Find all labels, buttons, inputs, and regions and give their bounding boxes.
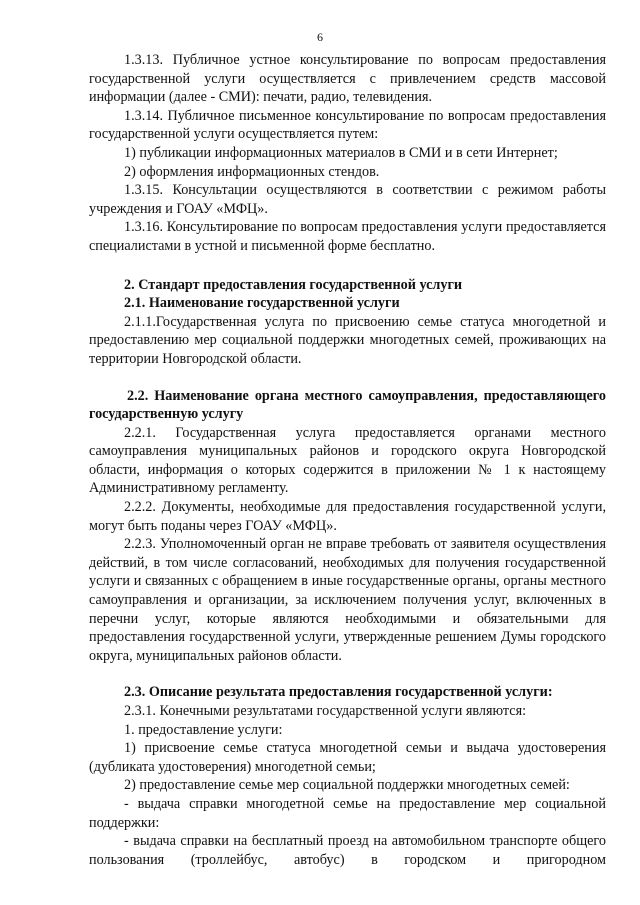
paragraph-2-3-1: 2.3.1. Конечными результатами государственной услуги являются: (124, 703, 527, 719)
paragraph-2-1-1: 2.1.1.Государственная услуга по присвоению семье статуса многодетной и предоставлению мер социальной поддержки многодетных семей, проживающих на территории Новгородской области. (89, 313, 606, 367)
paragraph-1-3-15: 1.3.15. Консультации осуществляются в соответствии с режимом работы учреждения и ГОАУ «МФЦ». (89, 182, 606, 217)
spacer (89, 665, 606, 683)
paragraph-1-3-13: 1.3.13. Публичное устное консультирование по вопросам предоставления государственной услуги осуществляется с привлечением средств массовой информации (далее - СМИ): печати, радио, телевидения. (89, 52, 606, 106)
paragraph-1-3-14: 1.3.14. Публичное письменное консультирование по вопросам предоставления государственной услуги осуществляется путем: (89, 107, 606, 143)
result-dash-item-1: - выдача справки многодетной семье на предоставление мер социальной поддержки: (89, 795, 606, 831)
spacer (89, 256, 606, 276)
section-heading-2: 2. Стандарт предоставления государственной услуги (124, 276, 463, 293)
list-item-1: 1) публикации информационных материалов в СМИ и в сети Интернет; (124, 144, 558, 161)
page-number: 6 (317, 30, 323, 44)
paragraph-2-2-1: 2.2.1. Государственная услуга предоставляется органами местного самоуправления муниципальных районов и городского округа Новгородской области, информация о которых содержится в приложении № 1 к настоящему Административному регламенту. (89, 424, 606, 497)
section-heading-2-1: 2.1. Наименование государственной услуги (124, 295, 400, 312)
result-subitem-1: 1) присвоение семье статуса многодетной семьи и выдача удостоверения (дубликата удостоверения) многодетной семьи; (89, 740, 606, 775)
paragraph-1-3-16: 1.3.16. Консультирование по вопросам предоставления услуги предоставляется специалистами в устной и письменной форме бесплатно. (89, 219, 606, 254)
section-heading-2-3: 2.3. Описание результата предоставления государственной услуги: (124, 684, 553, 701)
result-subitem-2: 2) предоставление семье мер социальной поддержки многодетных семей: (124, 777, 570, 794)
list-item-2: 2) оформления информационных стендов. (124, 163, 380, 180)
paragraph-2-2-3: 2.2.3. Уполномоченный орган не вправе требовать от заявителя осуществления действий, в том числе согласований, необходимых для получения государственной услуги и связанных с обращением в иные государственные органы, органы местного самоуправления и организации, за исключением получения услуг, включенных в перечни услуг, которые являются необходимыми и обязательными для предоставления государственной услуги, утвержденные решением Думы городского округа, муниципальных районов области. (89, 536, 606, 664)
result-dash-item-2: - выдача справки на бесплатный проезд на автомобильном транспорте общего пользования (троллейбус, автобус) в городском и пригородном (89, 833, 606, 868)
document-body (89, 51, 606, 869)
spacer (89, 369, 606, 387)
section-heading-2-2: 2.2. Наименование органа местного самоуправления, предоставляющего государственную услугу (89, 387, 606, 423)
result-item-1: 1. предоставление услуги: (124, 721, 283, 738)
paragraph-2-2-2: 2.2.2. Документы, необходимые для предоставления государственной услуги, могут быть поданы через ГОАУ «МФЦ». (89, 499, 606, 534)
